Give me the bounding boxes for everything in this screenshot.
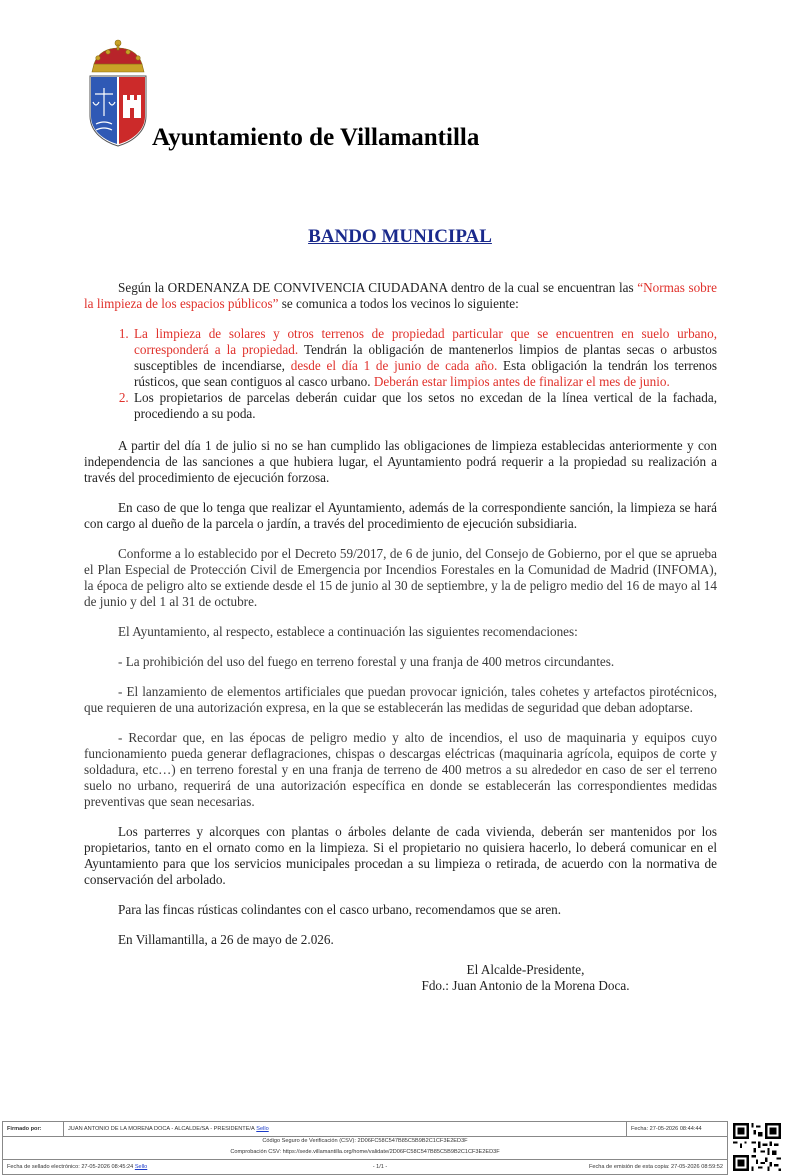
document-title: BANDO MUNICIPAL	[308, 226, 492, 247]
paragraph: En caso de que lo tenga que realizar el Ayuntamiento, además de la correspondiente sanción, la limpieza se hará con cargo al dueño de la parcela o jardín, a través del procedimiento de ejecución subsidiaria.	[84, 500, 717, 531]
rule-text-highlight: La limpieza de solares y otros terrenos de propiedad particular que se encuentren en suelo urbano, corresponderá a la propiedad.	[134, 326, 717, 357]
organization-name: Ayuntamiento de Villamantilla	[152, 124, 480, 151]
rule-text: Esta obligación la tendrán los terrenos rústicos, que sean contiguos al casco urbano.	[134, 358, 717, 389]
csv-check[interactable]: Comprobación CSV: https://sede.villamantilla.org/home/validate/2D06FC58C547B85C5B9B2C1CF3E2ED3F	[230, 1149, 500, 1155]
page-number: - 1/1 -	[372, 1164, 388, 1170]
paragraph: Conforme a lo establecido por el Decreto 59/2017, de 6 de junio, del Consejo de Gobierno, por el que se aprueba el Plan Especial de Protección Civil de Emergencia por Incendios Forestales en la Comunidad de Madrid (INFOMA), la época de peligro alto se extiende desde el 15 de junio al 30 de septiembre, y la de peligro medio del 16 de mayo al 14 de junio y del 1 al 31 de octubre.	[84, 546, 717, 609]
signature-footer	[2, 1121, 728, 1175]
emission-date: Fecha de emisión de esta copia: 27-05-2026 08:59:52	[588, 1164, 723, 1170]
paragraph: - La prohibición del uso del fuego en terreno forestal y una franja de 400 metros circundantes.	[118, 654, 615, 669]
paragraph: Los parterres y alcorques con plantas o árboles delante de cada vivienda, deberán ser mantenidos por los propietarios, tanto en el ornato como en la limpieza. Si el propietario no quisiera hacerlo, lo deberá comunicar en el Ayuntamiento para que los servicios municipales procedan a su limpieza o retirada, de acuerdo con la normativa de conservación del arbolado.	[84, 824, 717, 887]
footer-row-seal	[2, 1159, 728, 1175]
intro-highlight: “Normas sobre la limpieza de los espacios públicos”	[84, 280, 718, 311]
signature-block	[334, 962, 717, 994]
seal-link[interactable]: Sello	[134, 1164, 148, 1170]
paragraph: - Recordar que, en las épocas de peligro medio y alto de incendios, el uso de maquinaria y equipos cuyo funcionamiento pueda generar deflagraciones, chispas o descargas eléctricas (maquinaria agrícola, equipos de corte y soldadura, etc…) en terreno forestal y en una franja de terreno de 400 metros a su alrededor en caso de ser el terreno suelo no urbano, requerirá de una autorización específica en donde se establecerán las correspondientes medidas preventivas que sean necesarias.	[84, 730, 717, 809]
csv-code: Código Seguro de Verificación (CSV): 2D06FC58C547B85C5B9B2C1CF3E2ED3F	[262, 1138, 468, 1144]
rule-text: Tendrán la obligación de mantenerlos limpios de plantas secas o arbustos susceptibles de incendiarse,	[134, 342, 717, 373]
signed-label: Firmado por:	[3, 1122, 64, 1136]
rule-text-highlight: desde el día 1 de junio de cada año.	[290, 358, 498, 373]
document-body	[84, 280, 717, 994]
seal-date-text: Fecha de sellado electrónico: 27-05-2026 08:45:24	[7, 1164, 134, 1170]
signed-by-text: JUAN ANTONIO DE LA MORENA DOCA - ALCALDE/SA - PRESIDENTE/A	[68, 1126, 255, 1132]
paragraph: Para las fincas rústicas colindantes con el casco urbano, recomendamos que se aren.	[118, 902, 562, 917]
rules-list	[84, 326, 717, 422]
signatory-role: El Alcalde-Presidente,	[466, 962, 585, 977]
list-item	[132, 326, 717, 390]
rule-text-highlight: Deberán estar limpios antes de finalizar el mes de junio.	[373, 374, 670, 389]
intro-text-end: se comunica a todos los vecinos lo siguiente:	[278, 296, 519, 311]
intro-paragraph	[84, 280, 717, 312]
footer-row-signed	[2, 1121, 728, 1136]
paragraph: - El lanzamiento de elementos artificiales que puedan provocar ignición, tales cohetes y artefactos pirotécnicos, que requieren de una autorización expresa, en la que se establecerán las medidas de seguridad que deban adoptarse.	[84, 684, 717, 715]
place-date: En Villamantilla, a 26 de mayo de 2.026.	[118, 932, 334, 947]
intro-text: Según la ORDENANZA DE CONVIVENCIA CIUDADANA dentro de la cual se encuentran las	[118, 280, 638, 295]
coat-of-arms-icon	[84, 36, 152, 148]
footer-row-csv	[2, 1136, 728, 1159]
seal-date	[3, 1164, 241, 1170]
signed-by	[64, 1122, 627, 1136]
rule-text: Los propietarios de parcelas deberán cuidar que los setos no excedan de la línea vertical de la fachada, procediendo a su poda.	[134, 390, 717, 421]
signed-date: Fecha: 27-05-2026 08:44:44	[631, 1126, 702, 1132]
paragraph: A partir del día 1 de julio si no se han cumplido las obligaciones de limpieza establecidas anteriormente y con independencia de las sanciones a que hubiera lugar, el Ayuntamiento podrá requerir a la propiedad su realización a través del procedimiento de ejecución forzosa.	[84, 438, 717, 485]
signatory-name: Fdo.: Juan Antonio de la Morena Doca.	[421, 978, 630, 993]
signed-link[interactable]: Sello	[256, 1126, 269, 1132]
paragraph: El Ayuntamiento, al respecto, establece a continuación las siguientes recomendaciones:	[118, 624, 578, 639]
list-item	[132, 390, 717, 422]
qr-code-icon[interactable]	[733, 1123, 781, 1171]
